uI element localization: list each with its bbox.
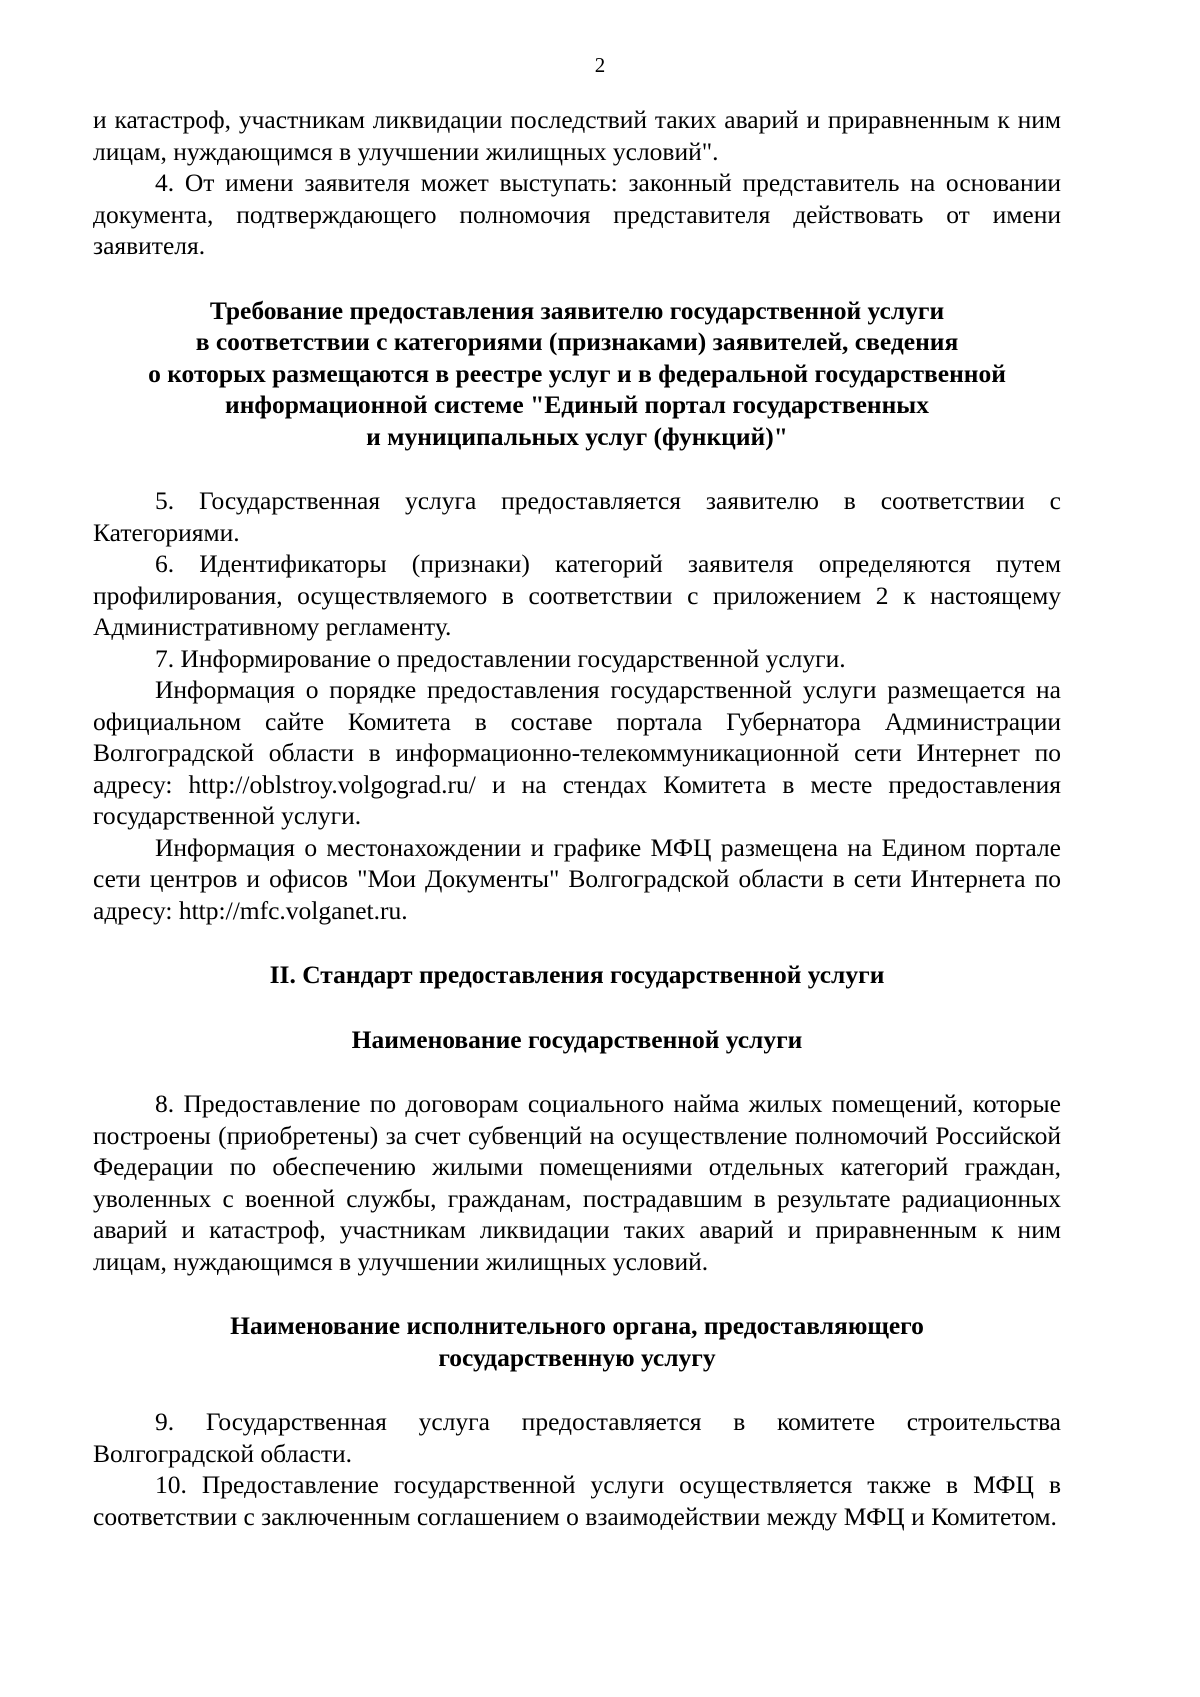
paragraph-5: 5. Государственная услуга предоставляется заявителю в соответствии с Категориями. (93, 486, 1061, 547)
paragraph-9: 9. Государственная услуга предоставляется в комитете строительства Волгоградской области. (93, 1407, 1061, 1468)
document-body (93, 104, 1061, 1532)
heading-line: Наименование исполнительного органа, предоставляющего (230, 1311, 924, 1340)
paragraph-8: 8. Предоставление по договорам социального найма жилых помещений, которые построены (приобретены) за счет субвенций на осуществление полномочий Российской Федерации по обеспечению жилыми помещениями отдельных категорий граждан, уволенных с военной службы, гражданам, пострадавшим в результате радиационных аварий и катастроф, участникам ликвидации таких аварий и приравненным к ним лицам, нуждающимся в улучшении жилищных условий. (93, 1089, 1061, 1276)
paragraph-7: 7. Информирование о предоставлении государственной услуги. (155, 643, 846, 673)
paragraph-4: 4. От имени заявителя может выступать: законный представитель на основании документа, подтверждающего полномочия представителя действовать от имени заявителя. (93, 168, 1061, 260)
heading-line: государственную услугу (438, 1342, 716, 1372)
heading-requirements (93, 295, 1061, 453)
heading-line: и муниципальных услуг (функций)" (366, 421, 788, 451)
paragraph-7-mfc: Информация о местонахождении и графике МФЦ размещена на Едином портале сети центров и офисов "Мои Документы" Волгоградской области в сети Интернета по адресу: http://mfc.volganet.ru. (93, 832, 1061, 925)
heading-executive-organ (93, 1310, 1061, 1373)
heading-service-name: Наименование государственной услуги (351, 1024, 803, 1054)
heading-section-2: II. Стандарт предоставления государственной услуги (269, 960, 885, 989)
heading-line: информационной системе "Единый портал государственных (225, 390, 929, 419)
paragraph-7-info: Информация о порядке предоставления государственной услуги размещается на официальном сайте Комитета в составе портала Губернатора Администрации Волгоградской области в информационно-телекоммуникационной сети Интернет по адресу: http://oblstroy.volgograd.ru/ и на стендах Комитета в месте предоставления государственной услуги. (93, 675, 1061, 830)
heading-line: о которых размещаются в реестре услуг и в федеральной государственной (148, 358, 1006, 388)
page-number: 2 (594, 53, 606, 77)
paragraph-continuation: и катастроф, участникам ликвидации последствий таких аварий и приравненным к ним лицам, нуждающимся в улучшении жилищных условий". (93, 105, 1061, 166)
paragraph-10: 10. Предоставление государственной услуги осуществляется также в МФЦ в соответствии с заключенным соглашением о взаимодействии между МФЦ и Комитетом. (93, 1470, 1061, 1531)
heading-line: Требование предоставления заявителю государственной услуги (209, 295, 945, 325)
paragraph-6: 6. Идентификаторы (признаки) категорий заявителя определяются путем профилирования, осуществляемого в соответствии с приложением 2 к настоящему Административному регламенту. (93, 549, 1061, 641)
heading-line: в соответствии с категориями (признаками) заявителей, сведения (195, 327, 959, 356)
